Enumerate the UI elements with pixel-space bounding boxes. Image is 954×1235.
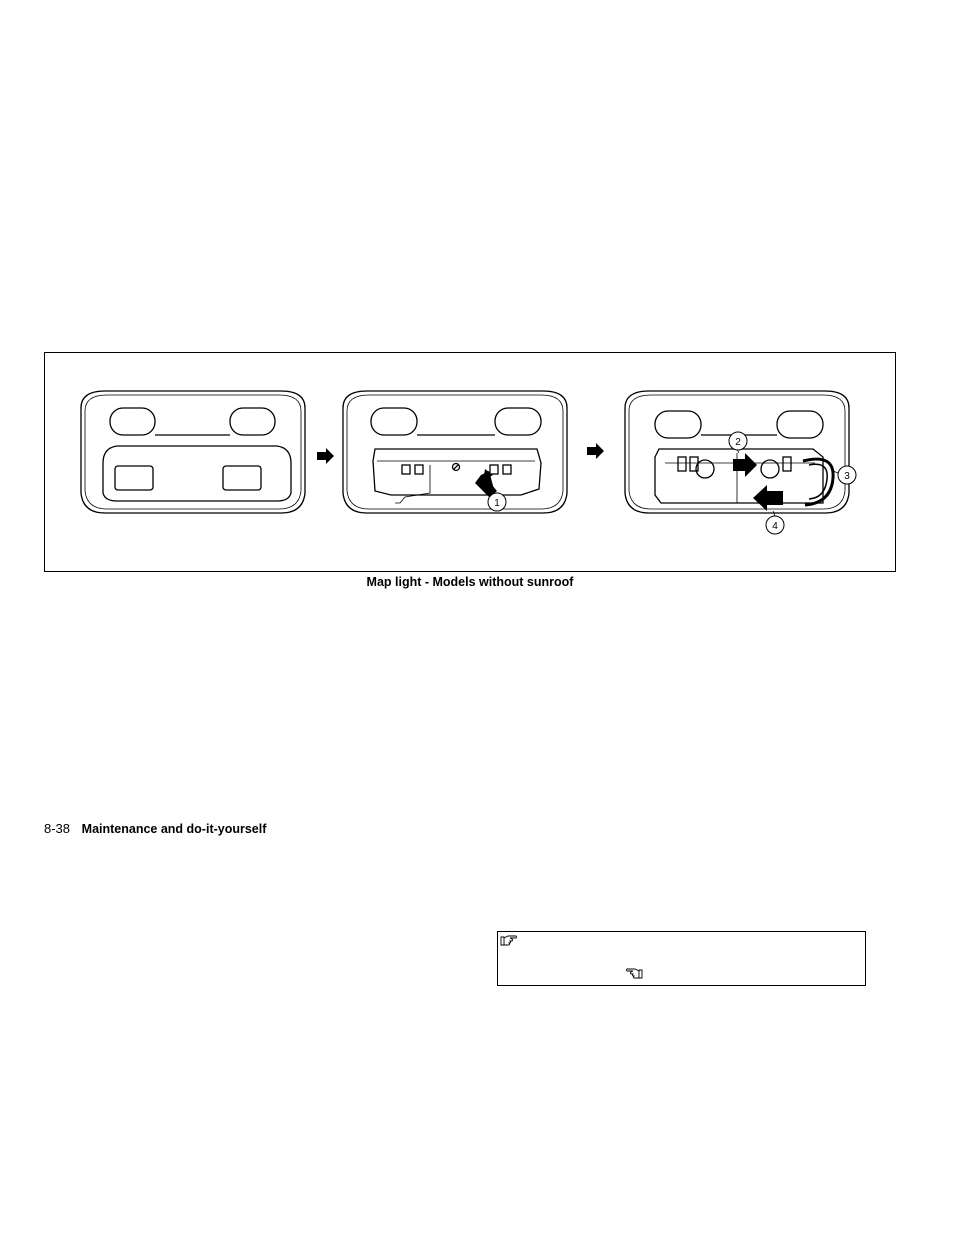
callout-1 [488,493,506,511]
map-light-panel-bulb-replacement [625,391,849,513]
map-light-panel-lens-removal [343,391,567,513]
step-arrow-icon [317,448,334,464]
svg-text:1: 1 [494,498,500,509]
pointing-hand-left-icon[interactable] [625,967,643,979]
slide-arrow-icon [753,485,783,511]
figure-caption: Map light - Models without sunroof [366,575,574,589]
pointing-hand-right-icon[interactable] [500,934,518,946]
page-number: 8-38 [44,821,71,836]
figure-frame [44,352,896,572]
section-title: Maintenance and do-it-yourself [81,822,267,836]
map-light-illustration [45,353,897,573]
page-footer [44,821,266,836]
callout-2 [729,432,747,450]
svg-text:4: 4 [772,521,778,532]
callout-3 [838,466,856,484]
step-arrow-icon [587,443,604,459]
callout-4 [766,516,784,534]
map-light-panel-closed [81,391,305,513]
svg-text:2: 2 [735,437,741,448]
navigation-box [497,931,866,986]
svg-text:3: 3 [844,471,850,482]
